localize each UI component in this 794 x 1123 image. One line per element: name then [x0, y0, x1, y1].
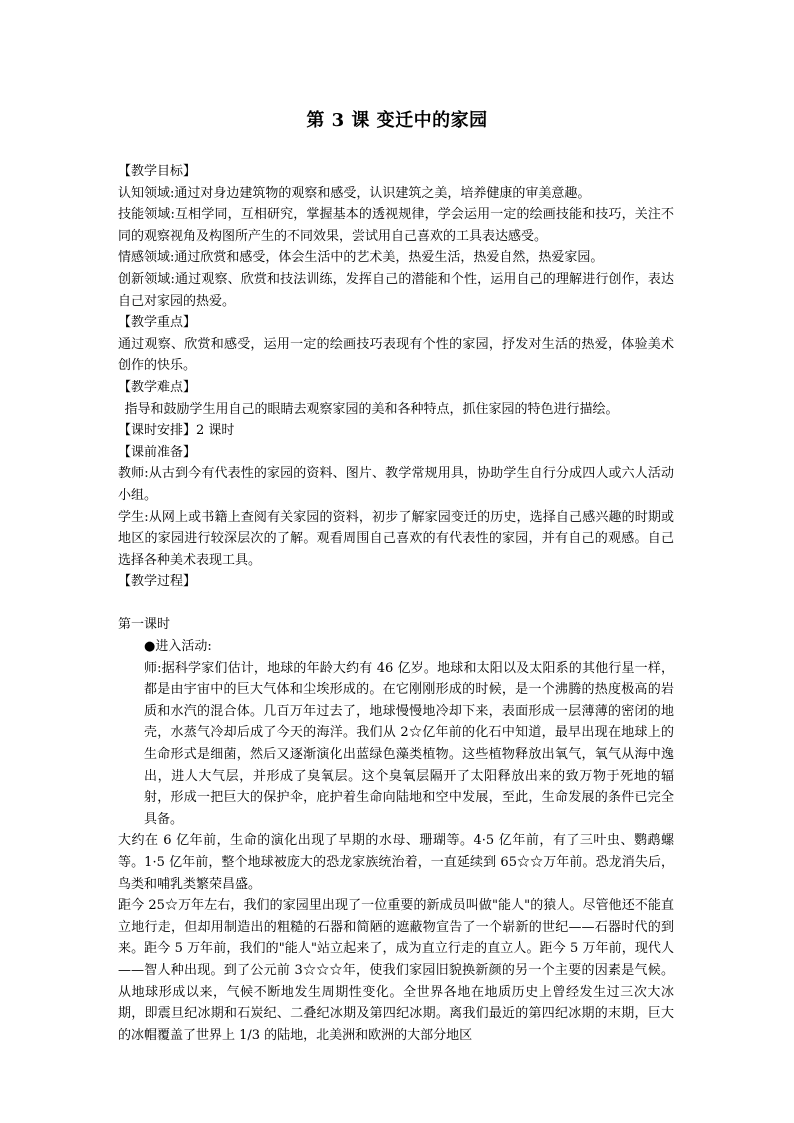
first-lesson-heading: 第一课时 [118, 617, 171, 633]
section-heading-process: 【教学过程】 [118, 574, 197, 590]
goal-innovation: 创新领域:通过观察、欣赏和技法训练，发挥自己的潜能和个性，运用自己的理解进行创作，表达自己对家园的热爱。 [118, 271, 674, 309]
goal-emotion: 情感领域:通过欣赏和感受，体会生活中的艺术美，热爱生活，热爱自然，热爱家园。 [118, 250, 604, 266]
schedule-line: 【课时安排】2 课时 [118, 423, 235, 439]
section-heading-goals: 【教学目标】 [118, 164, 197, 179]
paragraph-earth-origin: 师:据科学家们估计，地球的年龄大约有 46 亿岁。地球和太阳以及太阳系的其他行星一样，都是由宇宙中的巨大气体和尘埃形成的。在它刚刚形成的时候，是一个沸腾的热度极高的岩质和水汽的混合体。几百万年过去了，地球慢慢地冷却下来，表面形成一层薄薄的密闭的地壳，水蒸气冷却后成了今天的海洋。我们从 2☆亿年前的化石中知道，最早出现在地球上的生命形式是细菌，然后又逐渐演化出蓝绿色藻类植物。这些植物释放出氧气，氧气从海中逸出，进人大气层，并形成了臭氧层。这个臭氧层隔开了太阳释放出来的致万物于死地的辐射，形成一把巨大的保护伞，庇护着生命向陆地和空中发展，至此，生命发展的条件已完全具备。 [144, 660, 674, 827]
goal-cognitive: 认知领域:通过对身边建筑物的观察和感受，认识建筑之美，培养健康的审美意趣。 [118, 185, 591, 201]
prep-student: 学生:从网上或书籍上查阅有关家园的资料，初步了解家园变迁的历史，选择自己感兴趣的时期或地区的家园进行较深层次的了解。观看周围自己喜欢的有代表性的家园，并有自己的观感。自己选择各种美术表现工具。 [118, 509, 674, 568]
paragraph-evolution: 大约在 6 亿年前，生命的演化出现了早期的水母、珊瑚等。4·5 亿年前，有了三叶虫、鹦鹉螺等。1·5 亿年前，整个地球被庞大的恐龙家族统治着，一直延续到 65☆☆万年前。恐龙消失后，鸟类和哺乳类繁荣昌盛。 [118, 833, 674, 892]
section-heading-key: 【教学重点】 [118, 315, 197, 331]
key-text: 通过观察、欣赏和感受，运用一定的绘画技巧表现有个性的家园，抒发对生活的热爱，体验美术创作的快乐。 [118, 336, 674, 374]
activity-intro: ●进入活动: [144, 639, 212, 655]
blank-line [118, 593, 674, 615]
page-title: 第 3 课 变迁中的家园 [306, 110, 488, 131]
goal-skill: 技能领域:互相学同，互相研究，掌握基本的透视规律，学会运用一定的绘画技能和技巧，关注不同的观察视角及构图所产生的不同效果，尝试用自己喜欢的工具表达感受。 [118, 207, 674, 244]
paragraph-early-humans: 距今 25☆万年左右，我们的家园里出现了一位重要的新成员叫做"能人"的猿人。尽管他还不能直立地行走，但却用制造出的粗糙的石器和简陋的遮蔽物宣告了一个崭新的世纪——石器时代的到来。距今 5 万年前，我们的"能人"站立起来了，成为直立行走的直立人。距今 5 万年前，现代人——智人种出现。到了公元前 3☆☆☆年，使我们家园旧貌换新颜的另一个主要的因素是气候。从地球形成以来，气候不断地发生周期性变化。全世界各地在地质历史上曾经发生过三次大冰期，即震旦纪冰期和石炭纪、二叠纪冰期及第四纪冰期。离我们最近的第四纪冰期的末期，巨大的冰帽覆盖了世界上 1/3 的陆地，北美洲和欧洲的大部分地区 [118, 898, 674, 1043]
section-heading-prep: 【课前准备】 [118, 444, 197, 460]
prep-teacher: 教师:从古到今有代表性的家园的资料、图片、教学常规用具，协助学生自行分成四人或六人活动小组。 [118, 466, 674, 503]
document-body [118, 161, 674, 1046]
difficulty-text: 指导和鼓励学生用自己的眼睛去观察家园的美和各种特点，抓住家园的特色进行描绘。 [124, 401, 619, 417]
section-heading-difficulty: 【教学难点】 [118, 379, 197, 395]
